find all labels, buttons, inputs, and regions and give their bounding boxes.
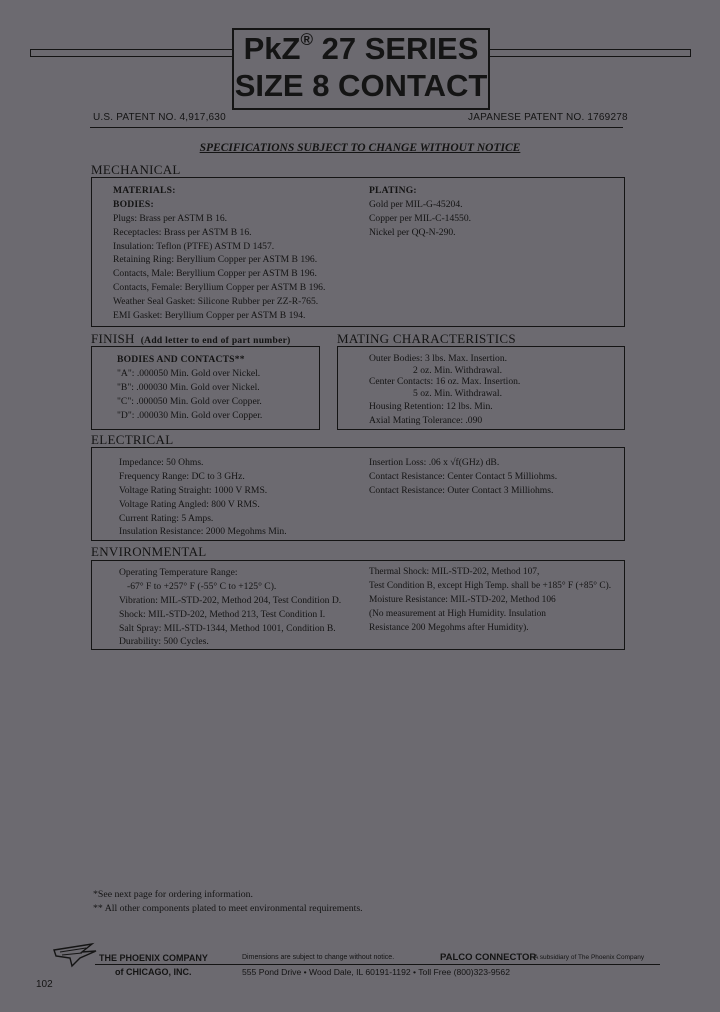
footnotes (93, 888, 363, 916)
environmental-heading: ENVIRONMENTAL (91, 544, 207, 559)
footer-disclaimer: Dimensions are subject to change without notice. (242, 954, 395, 961)
finish-option-b: "B": .000030 Min. Gold over Nickel. (117, 381, 260, 393)
spec-line: (No measurement at High Humidity. Insulation (369, 608, 546, 619)
plating-label: PLATING: (369, 185, 417, 196)
finish-note: (Add letter to end of part number) (140, 336, 291, 346)
title-brand: PkZ (243, 31, 301, 66)
spec-line: Moisture Resistance: MIL-STD-202, Method 106 (369, 594, 556, 605)
spec-line: Durability: 500 Cycles. (119, 636, 209, 648)
finish-option-d: "D": .000030 Min. Gold over Copper. (117, 409, 263, 421)
spec-line: Current Rating: 5 Amps. (119, 512, 214, 524)
materials-label: MATERIALS: (113, 185, 176, 196)
spec-line: Voltage Rating Straight: 1000 V RMS. (119, 484, 268, 496)
spec-line: Copper per MIL-C-14550. (369, 212, 472, 224)
mating-column (369, 353, 520, 427)
spec-line: Impedance: 50 Ohms. (119, 457, 204, 468)
spec-line: Resistance 200 Megohms after Humidity). (369, 622, 529, 633)
bodies-label: BODIES: (113, 198, 154, 210)
finish-column (117, 353, 262, 422)
spec-line: Vibration: MIL-STD-202, Method 204, Test Condition D. (119, 594, 342, 606)
mating-line: Outer Bodies: 3 lbs. Max. Insertion. (369, 353, 508, 364)
spec-line: Voltage Rating Angled: 800 V RMS. (119, 498, 260, 510)
spec-line: Frequency Range: DC to 3 GHz. (119, 470, 245, 482)
electrical-left-column (119, 456, 287, 539)
mating-line: 5 oz. Min. Withdrawal. (413, 387, 502, 399)
japanese-patent: JAPANESE PATENT NO. 1769278 (468, 112, 628, 123)
spec-line: Test Condition B, except High Temp. shall be +185° F (+85° C). (369, 580, 612, 591)
page-number: 102 (36, 979, 53, 990)
footer-company-city: of CHICAGO, INC. (115, 967, 192, 977)
spec-line: Insertion Loss: .06 x √f(GHz) dB. (369, 457, 500, 468)
spec-line: Contacts, Female: Beryllium Copper per ASTM B 196. (113, 282, 326, 294)
footer-address: 555 Pond Drive • Wood Dale, IL 60191-1192 • Toll Free (800)323-9562 (242, 967, 510, 977)
finish-title: FINISH (91, 331, 135, 346)
mating-line: Housing Retention: 12 lbs. Min. (369, 401, 493, 413)
footnote: *See next page for ordering information. (93, 889, 253, 900)
spec-line: Operating Temperature Range: (119, 567, 238, 578)
mating-line: Axial Mating Tolerance: .090 (369, 415, 483, 427)
environmental-left-column (119, 566, 341, 649)
spec-line: Gold per MIL-G-45204. (369, 198, 463, 210)
footer-company: THE PHOENIX COMPANY (99, 953, 208, 963)
electrical-heading: ELECTRICAL (91, 432, 174, 447)
spec-line: Plugs: Brass per ASTM B 16. (113, 212, 228, 224)
footnote: ** All other components plated to meet environmental requirements. (93, 903, 363, 914)
spec-line: Contact Resistance: Outer Contact 3 Milliohms. (369, 484, 554, 496)
mechanical-right-column (369, 184, 471, 240)
footer-subsidiary: A subsidiary of The Phoenix Company (534, 954, 645, 961)
spec-line: Insulation: Teflon (PTFE) ASTM D 1457. (113, 240, 275, 252)
spec-line: Insulation Resistance: 2000 Megohms Min. (119, 526, 287, 538)
spec-line: Nickel per QQ-N-290. (369, 226, 456, 238)
spec-notice: SPECIFICATIONS SUBJECT TO CHANGE WITHOUT NOTICE (199, 142, 521, 154)
spec-line: Contacts, Male: Beryllium Copper per ASTM B 196. (113, 268, 317, 280)
us-patent: U.S. PATENT NO. 4,917,630 (93, 112, 226, 123)
title-series: 27 SERIES (312, 31, 479, 66)
phoenix-logo-icon (52, 942, 98, 968)
spec-line: Receptacles: Brass per ASTM B 16. (113, 226, 252, 238)
mechanical-left-column (113, 184, 325, 323)
spec-line: -67° F to +257° F (-55° C to +125° C). (127, 580, 277, 592)
environmental-right-column (369, 566, 611, 635)
mating-line: Center Contacts: 16 oz. Max. Insertion. (369, 376, 521, 388)
spec-line: Shock: MIL-STD-202, Method 213, Test Condition I. (119, 608, 326, 620)
registered-mark: ® (300, 30, 313, 49)
finish-option-a: "A": .000050 Min. Gold over Nickel. (117, 367, 261, 379)
mechanical-heading: MECHANICAL (91, 162, 181, 177)
spec-line: Salt Spray: MIL-STD-1344, Method 1001, Condition B. (119, 622, 336, 634)
spec-line: EMI Gasket: Beryllium Copper per ASTM B 194. (113, 310, 306, 322)
spec-line: Retaining Ring: Beryllium Copper per ASTM B 196. (113, 254, 318, 266)
spec-line: Contact Resistance: Center Contact 5 Milliohms. (369, 470, 558, 482)
bodies-contacts-label: BODIES AND CONTACTS** (117, 354, 245, 365)
mating-line: 2 oz. Min. Withdrawal. (413, 364, 502, 376)
spec-line: Thermal Shock: MIL-STD-202, Method 107, (369, 567, 540, 577)
footer-palco: PALCO CONNECTOR (440, 952, 537, 963)
spec-line: Weather Seal Gasket: Silicone Rubber per ZZ-R-765. (113, 296, 319, 308)
mating-heading: MATING CHARACTERISTICS (337, 331, 516, 346)
page-title (232, 28, 490, 110)
finish-heading (91, 331, 291, 347)
electrical-right-column (369, 456, 557, 498)
finish-option-c: "C": .000050 Min. Gold over Copper. (117, 395, 262, 407)
title-subtitle: SIZE 8 CONTACT (234, 68, 488, 103)
